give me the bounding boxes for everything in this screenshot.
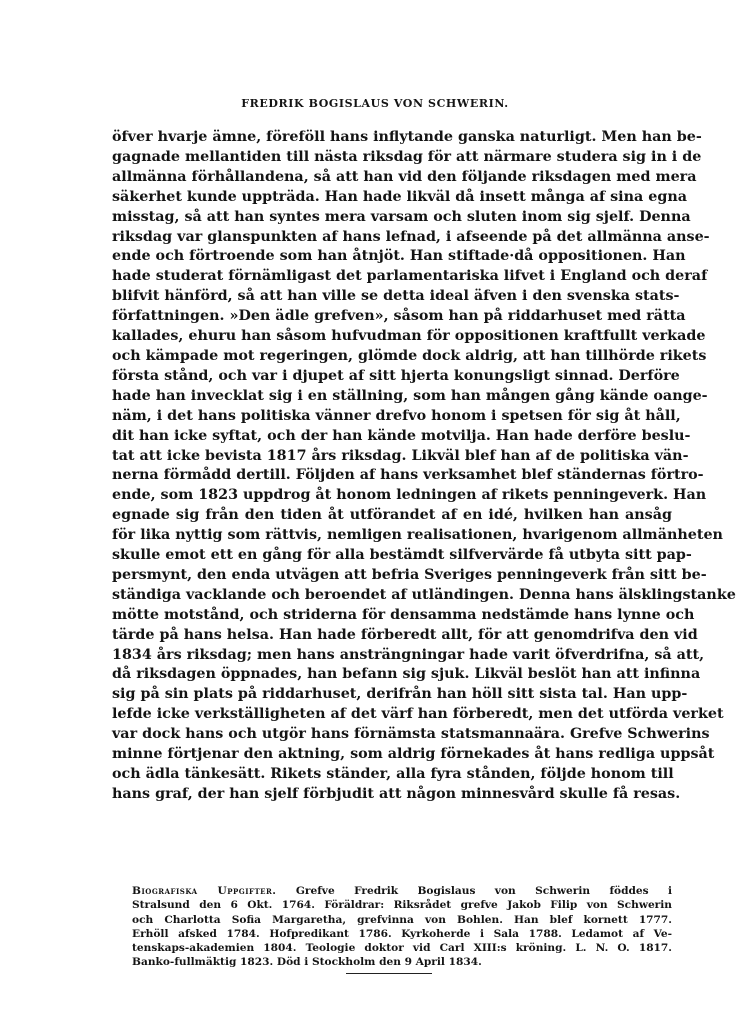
footnote-line: tenskaps-akademien 1804. Teologie doktor vid Carl XIII:s kröning. L. N. O. 1817. — [132, 942, 672, 955]
end-rule-divider — [346, 973, 432, 974]
footnote-text: Grefve Fredrik Bogislaus von Schwerin föddes i — [295, 885, 672, 897]
biographical-footnote — [132, 884, 672, 970]
body-text — [112, 128, 736, 805]
body-line: skulle emot ett en gång för alla bestämdt silfvervärde få utbyta sitt pap- — [112, 547, 692, 564]
body-line: nerna förmådd dertill. Följden af hans verksamhet blef ständernas förtro- — [112, 467, 704, 484]
body-line: mötte motstånd, och striderna för densamma nedstämde hans lynne och — [112, 606, 695, 623]
body-line: första stånd, och var i djupet af sitt hjerta konungsligt sinnad. Derföre — [112, 367, 680, 384]
footnote-heading: Biografiska Uppgifter. — [132, 885, 277, 897]
body-line: ständiga vacklande och beroendet af utländingen. Denna hans älsklingstanke — [112, 586, 736, 603]
body-line: gagnade mellantiden till nästa riksdag för att närmare studera sig in i de — [112, 148, 702, 165]
body-line: tärde på hans helsa. Han hade förberedt allt, för att genomdrifva den vid — [112, 626, 698, 643]
body-line: då riksdagen öppnades, han befann sig sjuk. Likväl beslöt han att infinna — [112, 666, 701, 683]
footnote-line: Banko-fullmäktig 1823. Död i Stockholm den 9 April 1834. — [132, 956, 482, 969]
body-line: egnade sig från den tiden åt utförandet af en idé, hvilken han ansåg — [112, 507, 672, 524]
footnote-line: och Charlotta Sofia Margaretha, grefvinna von Bohlen. Han blef kornett 1777. — [132, 913, 672, 926]
body-line: dit han icke syftat, och der han kände motvilja. Han hade derföre beslu- — [112, 427, 691, 444]
body-line: hade han invecklat sig i en ställning, som han mången gång kände oange- — [112, 387, 708, 404]
body-line: minne förtjenar den aktning, som aldrig förnekades åt hans redliga uppsåt — [112, 746, 715, 763]
body-line: misstag, så att han syntes mera varsam och sluten inom sig sjelf. Denna — [112, 208, 691, 225]
body-line: för lika nyttig som rättvis, nemligen realisationen, hvarigenom allmänheten — [112, 527, 723, 544]
body-line: öfver hvarje ämne, föreföll hans inflytande ganska naturligt. Men han be- — [112, 129, 702, 145]
body-line: persmynt, den enda utvägen att befria Sveriges penningeverk från sitt be- — [112, 566, 707, 583]
body-line: hans graf, der han sjelf förbjudit att någon minnesvård skulle få resas. — [112, 785, 681, 802]
body-line: kallades, ehuru han såsom hufvudman för oppositionen kraftfullt verkade — [112, 328, 706, 345]
body-line: och kämpade mot regeringen, glömde dock aldrig, att han tillhörde rikets — [112, 347, 707, 364]
body-line: blifvit hänförd, så att han ville se detta ideal äfven i den svenska stats- — [112, 288, 680, 305]
body-line: var dock hans och utgör hans förnämsta statsmannaära. Grefve Schwerins — [112, 726, 710, 743]
body-line: allmänna förhållandena, så att han vid den följande riksdagen med mera — [112, 168, 697, 185]
body-line: säkerhet kunde uppträda. Han hade likväl då insett många af sina egna — [112, 188, 687, 205]
body-line: hade studerat förnämligast det parlamentariska lifvet i England och deraf — [112, 268, 708, 285]
body-line: ende, som 1823 uppdrog åt honom ledningen af rikets penningeverk. Han — [112, 487, 707, 504]
body-line: tat att icke bevista 1817 års riksdag. Likväl blef han af de politiska vän- — [112, 447, 689, 464]
running-title: FREDRIK BOGISLAUS VON SCHWERIN. — [241, 97, 509, 110]
body-line: näm, i det hans politiska vänner drefvo honom i spetsen för sig åt håll, — [112, 407, 681, 424]
footnote-line — [132, 884, 672, 898]
body-line: 1834 års riksdag; men hans ansträngningar hade varit öfverdrifna, så att, — [112, 646, 705, 663]
body-line: författningen. »Den ädle grefven», såsom han på riddarhuset med rätta — [112, 308, 686, 325]
footnote-line: Erhöll afsked 1784. Hofpredikant 1786. Kyrkoherde i Sala 1788. Ledamot af Ve- — [132, 927, 672, 940]
body-line: lefde icke verkställigheten af det värf han förberedt, men det utförda verket — [112, 706, 724, 723]
body-line: sig på sin plats på riddarhuset, derifrån han höll sitt sista tal. Han upp- — [112, 686, 688, 703]
body-line: ende och förtroende som han åtnjöt. Han stiftade·då oppositionen. Han — [112, 248, 686, 265]
footnote-line: Stralsund den 6 Okt. 1764. Föräldrar: Riksrådet grefve Jakob Filip von Schwerin — [132, 899, 672, 912]
body-line: och ädla tänkesätt. Rikets ständer, alla fyra stånden, följde honom till — [112, 766, 674, 782]
body-line: riksdag var glanspunkten af hans lefnad, i afseende på det allmänna anse- — [112, 228, 710, 245]
